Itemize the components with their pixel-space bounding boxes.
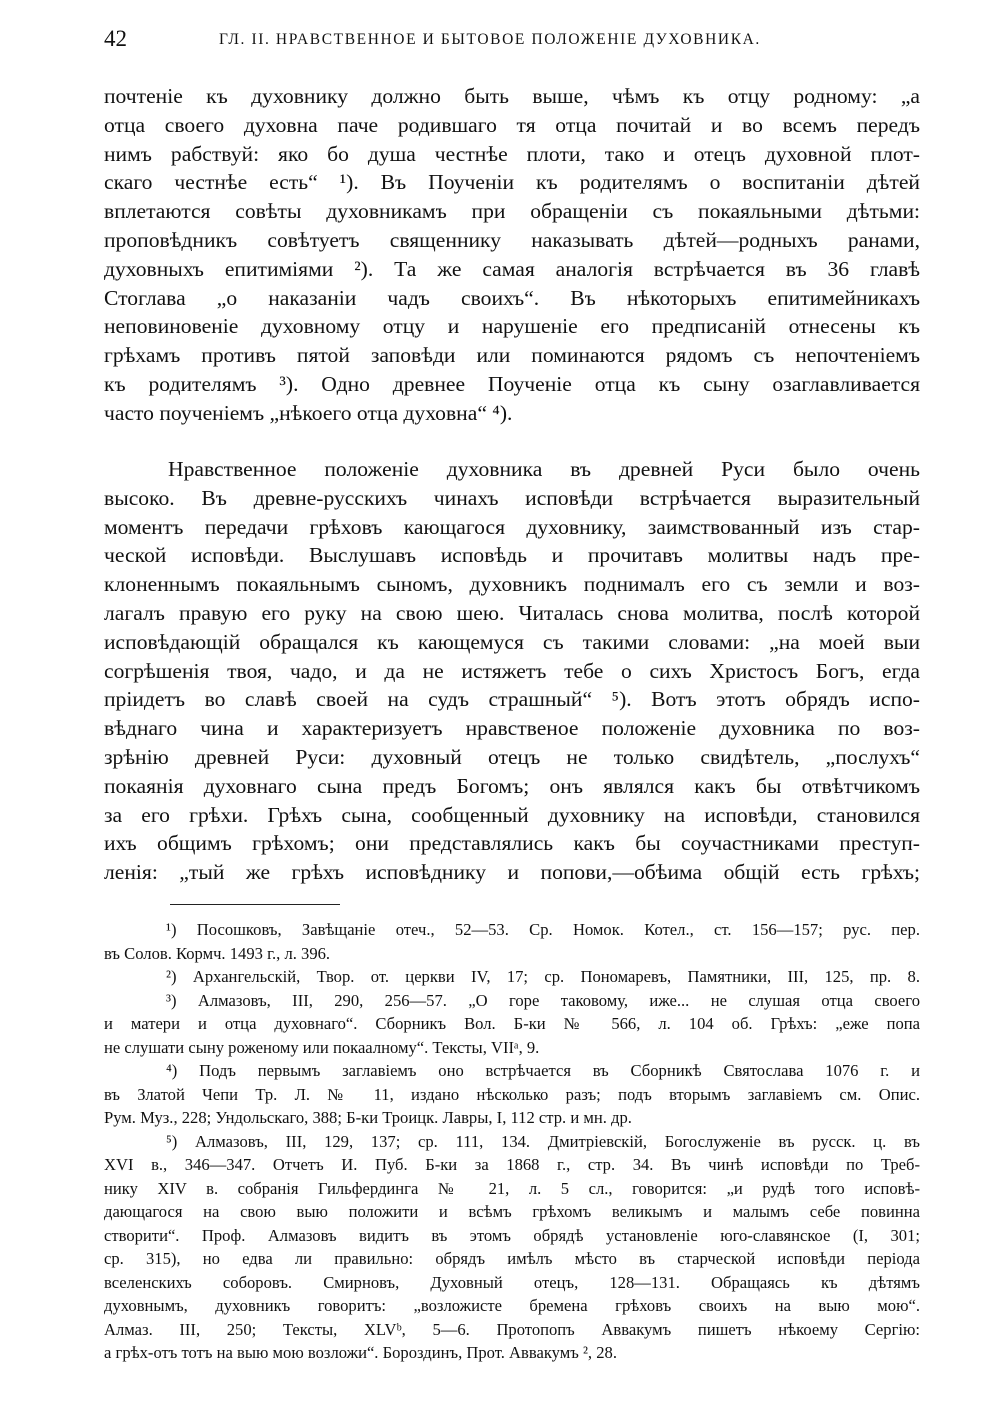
text-line: проповѣдникъ совѣтуетъ священнику наказывать дѣтей—родныхъ ранами, (104, 227, 920, 252)
paragraph-2 (104, 455, 920, 887)
footnote-line: дающагося на свою выю положити и всѣмъ грѣхомъ великымъ и малымъ себе повинна (104, 1202, 920, 1221)
footnote-line: и матери и отца духовнаго“. Сборникъ Вол. Б-ки № 566, л. 104 об. Грѣхъ: „еже попа (104, 1014, 920, 1033)
text-line: моментъ передачи грѣховъ кающагося духовнику, заимствованный изъ стар- (104, 514, 920, 539)
footnote-line: ¹) Посошковъ, Завѣщаніе отеч., 52—53. Ср. Номок. Котел., ст. 156—157; рус. пер. (166, 920, 920, 939)
running-header (104, 22, 924, 56)
footnote-line: створити“. Проф. Алмазовъ видитъ въ этомъ обрядѣ установленіе юго-славянское (I, 301; (104, 1225, 920, 1245)
text-line: согрѣшенія твоя, чадо, и да не истяжетъ тебе о сихъ Христосъ Богъ, егда (104, 658, 920, 683)
footnote-line: а грѣх-отъ тотъ на выю мою возложи“. Бороздинъ, Прот. Аввакумъ ², 28. (104, 1343, 617, 1362)
footnote-line: ср. 315), но едва ли правильно: обрядъ имѣлъ мѣсто въ старческой исповѣди періода (104, 1249, 920, 1268)
text-line: вѣднаго чина и характеризуетъ нравственое положеніе духовника по воз- (104, 716, 920, 741)
text-line: высоко. Въ древне-русскихъ чинахъ исповѣди встрѣчается выразительный (104, 485, 920, 510)
text-line: покаянія духовнаго сына предъ Богомъ; онъ являлся какъ бы отвѣтчикомъ (104, 773, 920, 798)
text-line: отца своего духовна паче родившаго тя отца почитай и во всемъ передъ (104, 112, 920, 137)
footnotes (104, 918, 920, 1365)
footnote-5 (104, 1130, 920, 1365)
footnote-line: не слушати сыну роженому или покаалному“. Тексты, VIIᵃ, 9. (104, 1037, 540, 1057)
footnote-line: духовнымъ, духовникъ говоритъ: „возложисте бремена грѣховъ своихъ на выю мою“. (104, 1296, 920, 1315)
text-line: нимъ рабствуй: яко бо душа честнѣе плоти, тако и отецъ духовной плот- (104, 141, 920, 166)
footnote-line: XVI в., 346—347. Отчетъ И. Пуб. Б-ки за 1868 г., стр. 34. Въ чинѣ исповѣди по Треб- (104, 1155, 920, 1174)
text-line: пріидетъ во славѣ своей на судъ страшный“ ⁵). Вотъ этотъ обрядъ испо- (104, 687, 920, 712)
page-number: 42 (104, 26, 127, 51)
paragraph-1 (104, 82, 920, 428)
footnote-line: въ Солов. Кормч. 1493 г., л. 396. (104, 943, 331, 963)
text-line: неповиновеніе духовному отцу и нарушеніе его предписаній отнесены къ (104, 314, 920, 339)
text-line: грѣхамъ противъ пятой заповѣди или поминаются рядомъ съ непочтеніемъ (104, 343, 920, 368)
text-line: лагалъ правую его руку на свою шею. Читалась снова молитва, послѣ которой (104, 600, 920, 625)
text-line: исповѣдающій обращался къ кающемуся съ такими словами: „на моей выи (104, 629, 920, 654)
text-line: ческой исповѣди. Выслушавъ исповѣдь и прочитавъ молитвы надъ пре- (104, 543, 920, 568)
footnote-line: ⁴) Подъ первымъ заглавіемъ оно встрѣчается въ Сборникѣ Святослава 1076 г. и (166, 1061, 920, 1080)
text-line: за его грѣхи. Грѣхъ сына, сообщенный духовнику на исповѣди, становился (104, 802, 920, 827)
text-line: духовныхъ епитиміями ²). Та же самая аналогія встрѣчается въ 36 главѣ (104, 256, 920, 281)
text-line: ленія: „тый же грѣхъ исповѣднику и попови,—обѣима общій есть грѣхъ; (104, 860, 920, 885)
footnote-2 (104, 965, 920, 989)
footnote-line: ³) Алмазовъ, III, 290, 256—57. „О горе таковому, иже... не слушая отца своего (166, 990, 920, 1010)
text-line: къ родителямъ ³). Одно древнее Поученіе отца къ сыну озаглавливается (104, 371, 920, 396)
footnote-line: Рум. Муз., 228; Ундольскаго, 388; Б-ки Троицк. Лавры, I, 112 стр. и мн. др. (104, 1108, 632, 1127)
text-line: Нравственное положеніе духовника въ древней Руси было очень (168, 457, 920, 481)
footnote-3 (104, 989, 920, 1060)
text-line: клоненнымъ покаяльнымъ сыномъ, духовникъ поднималъ его съ земли и воз- (104, 572, 920, 597)
footnote-line: нику XIV в. собранія Гильфердинга № 21, л. 5 сл., говорится: „и рудѣ того исповѣ- (104, 1178, 920, 1198)
text-line: зрѣнію древней Руси: духовный отецъ не только свидѣтель, „послухъ“ (104, 744, 920, 769)
text-line: скаго честнѣе есть“ ¹). Въ Поученіи къ родителямъ о воспитаніи дѣтей (104, 170, 920, 195)
text-line: ихъ общимъ грѣхомъ; они представлялись какъ бы соучастниками преступ- (104, 831, 920, 856)
footnote-line: ⁵) Алмазовъ, III, 129, 137; ср. 111, 134. Дмитріевскій, Богослуженіе въ русск. ц. въ (166, 1131, 920, 1151)
chapter-title: ГЛ. II. НРАВСТВЕННОЕ И БЫТОВОЕ ПОЛОЖЕНІЕ ДУХОВНИКА. (219, 31, 761, 48)
footnote-divider (170, 904, 340, 905)
footnote-line: вселенскихъ соборовъ. Смирновъ, Духовный отецъ, 128—131. Обращаясь къ дѣтямъ (104, 1272, 920, 1292)
text-line: Стоглава „о наказаніи чадъ своихъ“. Въ нѣкоторыхъ епитимейникахъ (104, 285, 920, 310)
text-line: вплетаются совѣты духовникамъ при обращеніи съ покаяльными дѣтьми: (104, 199, 920, 224)
text-line: почтеніе къ духовнику должно быть выше, чѣмъ къ отцу родному: „а (104, 84, 920, 108)
text-line: часто поученіемъ „нѣкоего отца духовна“ ⁴). (104, 400, 513, 425)
footnote-line: въ Златой Чепи Тр. Л. № 11, издано нѣсколько разъ; подъ вторымъ заглавіемъ см. Опис. (104, 1084, 920, 1104)
footnote-line: Алмаз. III, 250; Тексты, XLVᵇ, 5—6. Протопопъ Аввакумъ пишетъ нѣкоему Сергію: (104, 1319, 920, 1339)
footnote-1 (104, 918, 920, 965)
footnote-line: ²) Архангельскій, Твор. от. церкви IV, 17; ср. Пономаревъ, Памятники, III, 125, пр. 8. (166, 967, 920, 986)
footnote-4 (104, 1059, 920, 1130)
